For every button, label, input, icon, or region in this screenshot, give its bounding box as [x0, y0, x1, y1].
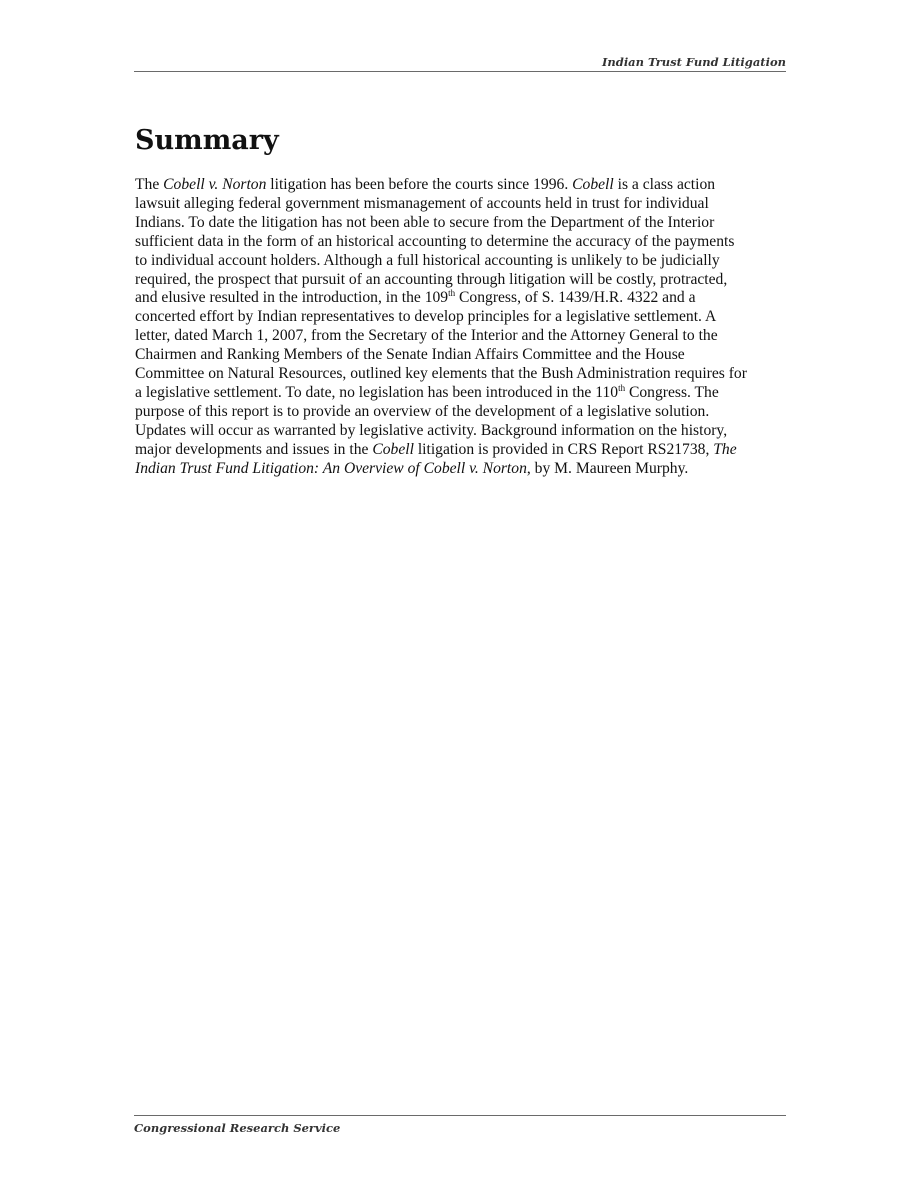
paragraph-line: [135, 214, 795, 233]
running-footer: [134, 1115, 786, 1135]
running-header-title: Indian Trust Fund Litigation: [602, 55, 786, 69]
paragraph-line: [135, 233, 795, 252]
text-run: Congress. The: [625, 383, 719, 401]
paragraph-line: [135, 403, 795, 422]
italic-text: Indian Trust Fund Litigation: An Overview of Cobell v. Norton: [135, 459, 527, 477]
paragraph-line: [135, 441, 795, 460]
paragraph-line: [135, 346, 795, 365]
text-run: to individual account holders. Although a full historical accounting is unlikely to be judicially: [135, 251, 720, 269]
paragraph-line: [135, 252, 795, 271]
text-run: purpose of this report is to provide an overview of the development of a legislative solution.: [135, 402, 710, 420]
paragraph-line: [135, 308, 795, 327]
paragraph-line: [135, 195, 795, 214]
text-run: is a class action: [613, 176, 716, 193]
text-run: Indians. To date the litigation has not been able to secure from the Department of the Interior: [135, 213, 715, 231]
text-run: Congress, of S. 1439/H.R. 4322 and a: [455, 289, 696, 307]
text-run: sufficient data in the form of an historical accounting to determine the accuracy of the payments: [135, 232, 735, 250]
ordinal-superscript: th: [618, 382, 626, 393]
text-run: The: [135, 176, 164, 193]
text-run: letter, dated March 1, 2007, from the Secretary of the Interior and the Attorney General to the: [135, 327, 718, 345]
summary-paragraph: [135, 176, 795, 479]
footer-organization: Congressional Research Service: [134, 1121, 341, 1135]
text-run: Chairmen and Ranking Members of the Senate Indian Affairs Committee and the House: [135, 346, 685, 364]
summary-heading: Summary: [135, 125, 279, 156]
paragraph-line: [135, 365, 795, 384]
text-run: Committee on Natural Resources, outlined key elements that the Bush Administration requires for: [135, 365, 747, 383]
paragraph-line: [135, 460, 795, 479]
text-run: Updates will occur as warranted by legislative activity. Background information on the history,: [135, 421, 728, 439]
text-run: and elusive resulted in the introduction, in the 109: [135, 289, 449, 307]
paragraph-line: [135, 327, 795, 346]
text-run: a legislative settlement. To date, no legislation has been introduced in the 110: [135, 383, 619, 401]
text-run: required, the prospect that pursuit of an accounting through litigation will be costly, protracted,: [135, 270, 728, 288]
paragraph-line: [135, 384, 795, 403]
paragraph-line: [135, 289, 795, 308]
paragraph-line: [135, 422, 795, 441]
paragraph-line: [135, 176, 795, 195]
running-header: [134, 55, 786, 72]
italic-text: Cobell: [572, 176, 614, 193]
italic-text: The: [713, 440, 737, 458]
italic-text: Cobell v. Norton: [163, 176, 267, 193]
text-run: concerted effort by Indian representatives to develop principles for a legislative settlement. A: [135, 308, 717, 326]
ordinal-superscript: th: [448, 288, 456, 299]
text-run: lawsuit alleging federal government mismanagement of accounts held in trust for individual: [135, 194, 709, 212]
text-run: major developments and issues in the: [135, 440, 373, 458]
italic-text: Cobell: [372, 440, 414, 458]
text-run: litigation has been before the courts since 1996.: [266, 176, 573, 193]
text-run: litigation is provided in CRS Report RS21738,: [413, 440, 714, 458]
text-run: , by M. Maureen Murphy.: [526, 459, 689, 477]
paragraph-line: [135, 271, 795, 290]
